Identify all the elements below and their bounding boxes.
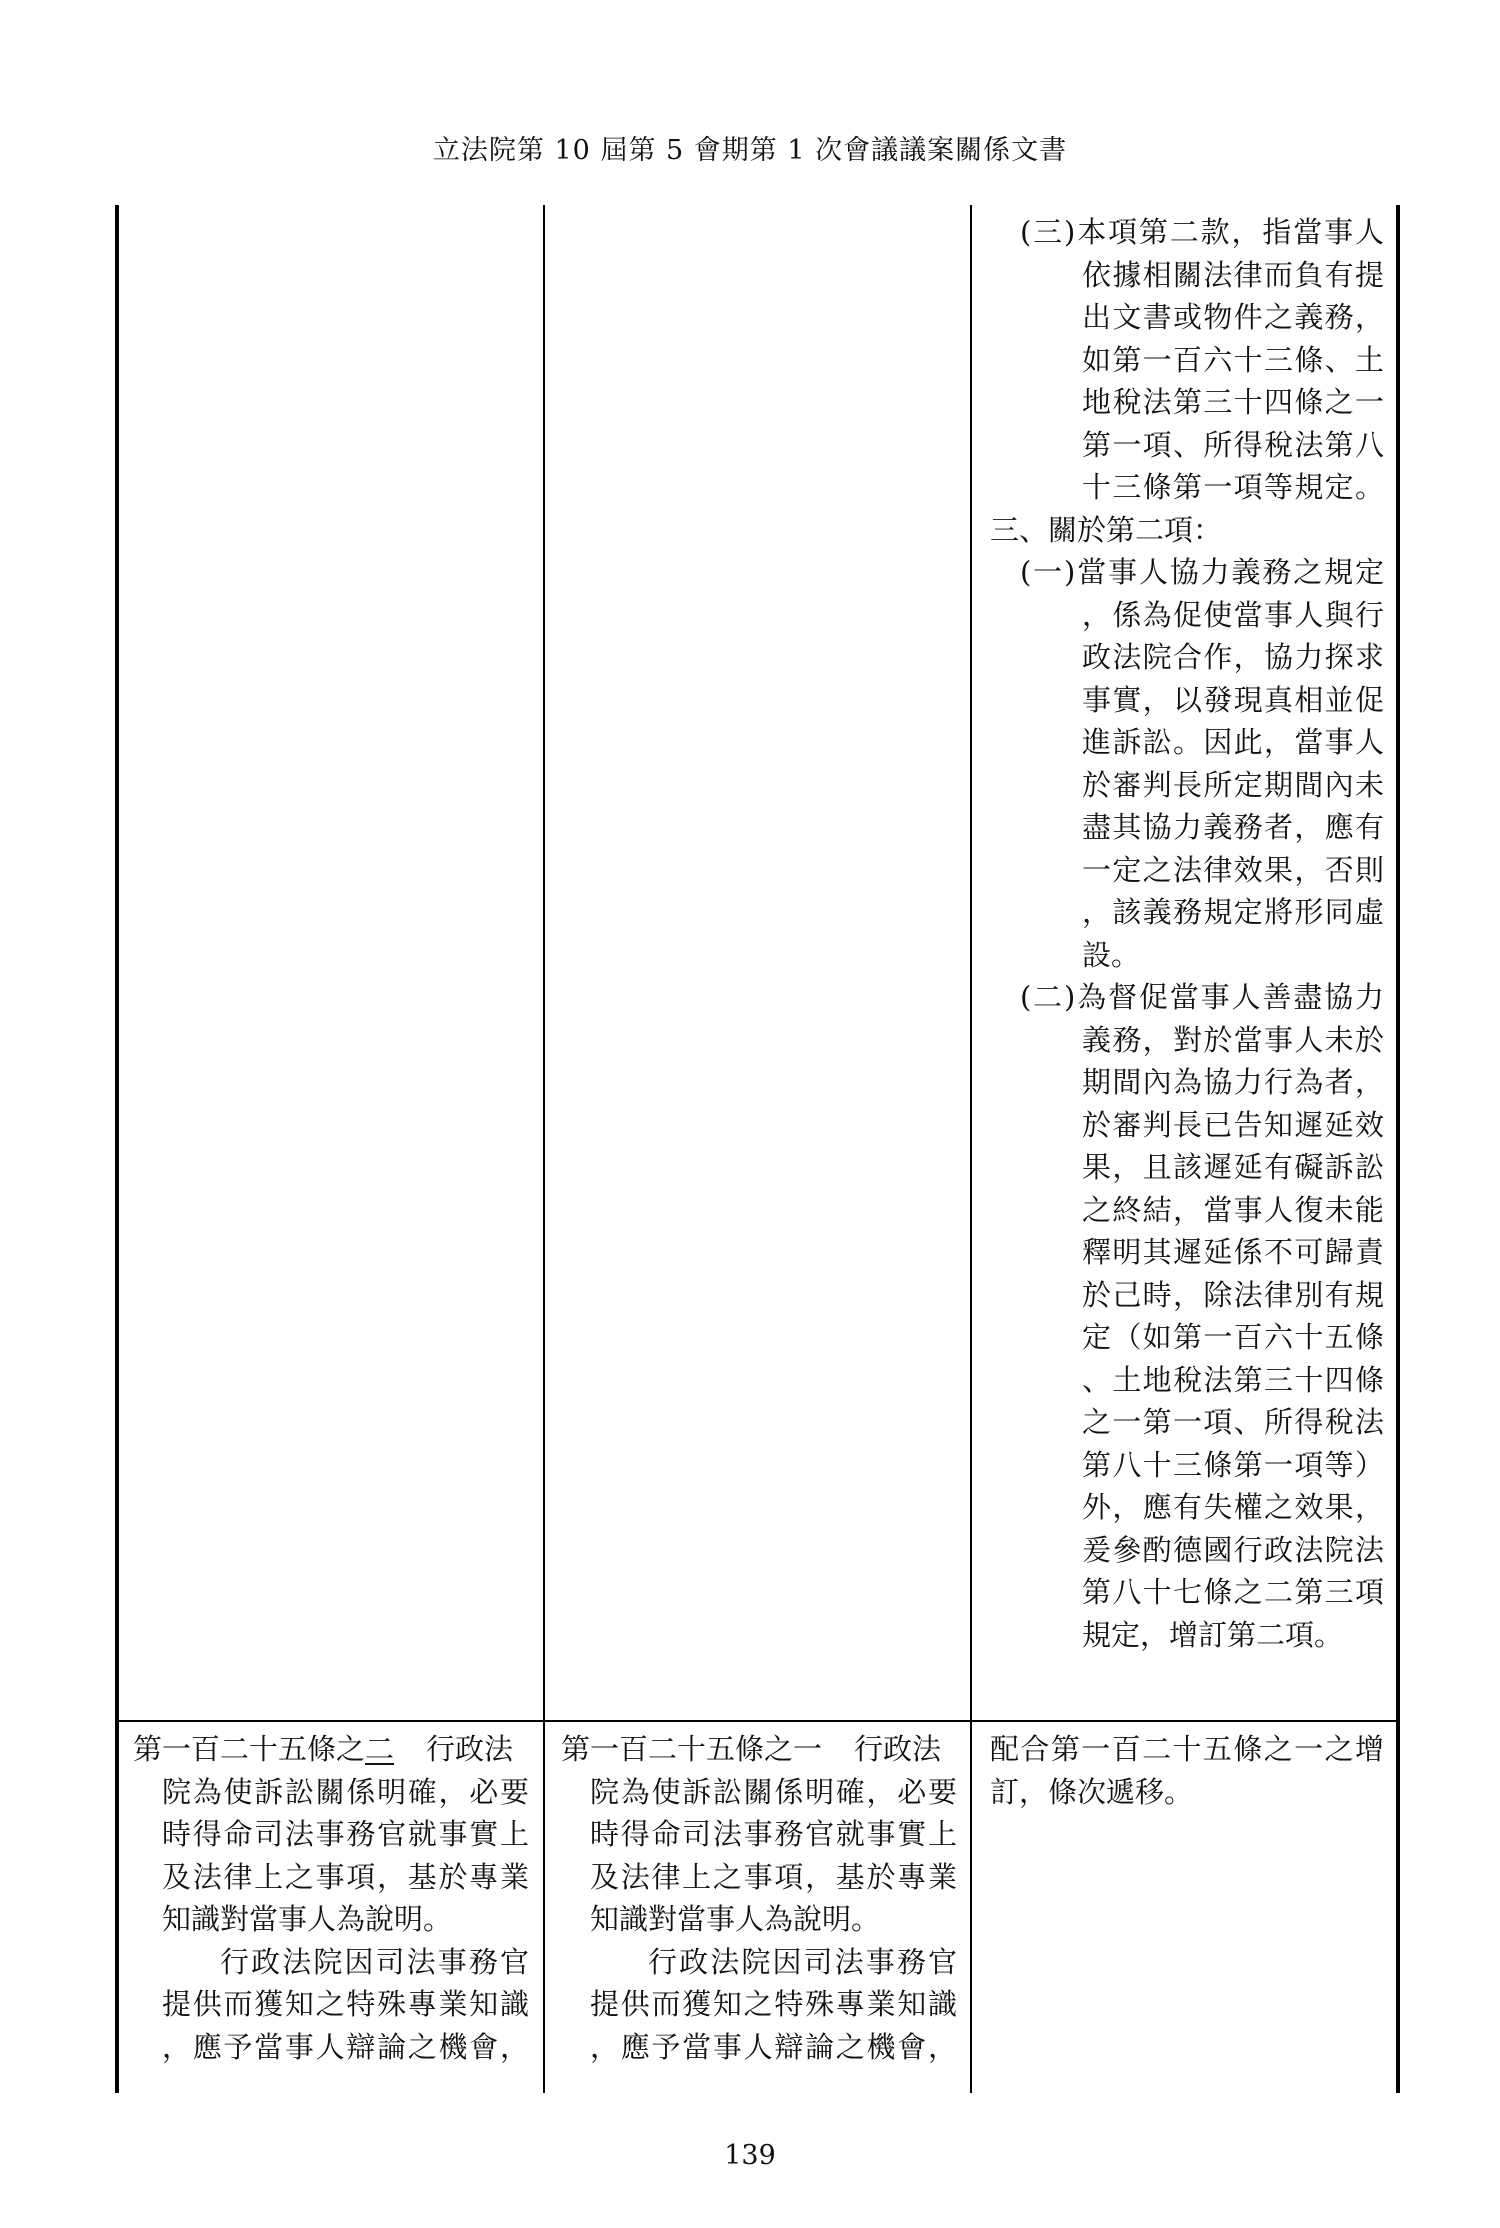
- article-line: ，應予當事人辯論之機會，: [162, 2029, 529, 2064]
- article-prefix: 第一百二十五條之一: [561, 1732, 823, 1766]
- article-heading: [561, 1728, 957, 1771]
- explanation-line: 義務，對於當事人未於: [1082, 1022, 1384, 1057]
- explanation-line: 第一項、所得稅法第八: [1082, 427, 1384, 462]
- table-column-divider-1: [543, 205, 545, 2093]
- article-line: 及法律上之事項，基於專業: [590, 1859, 957, 1894]
- explanation-line: ，係為促使當事人與行: [1082, 597, 1384, 632]
- explanation-line: 於己時，除法律別有規: [1082, 1277, 1384, 1312]
- article-heading: [133, 1728, 529, 1771]
- article-line: 知識對當事人為說明。: [162, 1902, 453, 1936]
- explanation-line: 果，且該遲延有礙訴訟: [1082, 1150, 1384, 1184]
- article-line: 提供而獲知之特殊專業知識: [590, 1987, 957, 2021]
- explanation-line: 於審判長已告知遲延效: [1082, 1107, 1384, 1142]
- article-line: 院為使訴訟關係明確，必要: [590, 1774, 957, 1809]
- explanation-line: 規定，增訂第二項。: [1082, 1617, 1344, 1652]
- explanation-line: 配合第一百二十五條之一之增: [990, 1732, 1384, 1766]
- explanation-line: 定（如第一百六十五條: [1082, 1320, 1384, 1354]
- article-line: 提供而獲知之特殊專業知識: [162, 1987, 529, 2021]
- explanation-line: 爰參酌德國行政法院法: [1082, 1532, 1384, 1567]
- explanation-line: 釋明其遲延係不可歸責: [1082, 1235, 1384, 1269]
- explanation-line: 訂，條次遞移。: [990, 1774, 1194, 1809]
- explanation-line: 事實，以發現真相並促: [1082, 682, 1384, 717]
- table-right-border: [1396, 205, 1400, 2093]
- explanation-line: 設。: [1082, 937, 1141, 972]
- explanation-line: 如第一百六十三條、土: [1082, 342, 1384, 377]
- explanation-line: 一定之法律效果，否則: [1082, 852, 1384, 887]
- article-line: 院為使訴訟關係明確，必要: [162, 1774, 529, 1809]
- bottom-explanation-cell: [990, 1728, 1384, 1848]
- explanation-line: ，該義務規定將形同虛: [1082, 895, 1384, 929]
- article-line: 及法律上之事項，基於專業: [162, 1859, 529, 1894]
- table-row-divider: [115, 1720, 1400, 1722]
- explanation-line: 地稅法第三十四條之一: [1082, 385, 1384, 419]
- page-number: 139: [724, 2140, 776, 2171]
- top-explanation-cell: [990, 211, 1384, 1711]
- explanation-line: 進訴訟。因此，當事人: [1082, 725, 1384, 759]
- explanation-line: 之終結，當事人復未能: [1082, 1192, 1384, 1227]
- explanation-line: (三)本項第二款，指當事人: [1020, 215, 1384, 249]
- article-heading-rest: 行政法: [854, 1732, 942, 1766]
- explanation-line: (一)當事人協力義務之規定: [1020, 555, 1384, 589]
- article-number-underlined: 二: [365, 1732, 395, 1766]
- explanation-line: 外，應有失權之效果，: [1082, 1490, 1384, 1524]
- explanation-line: (二)為督促當事人善盡協力: [1020, 980, 1384, 1014]
- section-heading: 三、關於第二項：: [990, 512, 1223, 547]
- explanation-line: 、土地稅法第三十四條: [1082, 1362, 1384, 1397]
- article-line: 知識對當事人為說明。: [590, 1902, 881, 1936]
- article-heading-rest: 行政法: [426, 1732, 514, 1766]
- current-article-cell: [561, 1728, 957, 2088]
- article-line: ，應予當事人辯論之機會，: [590, 2029, 957, 2064]
- amended-article-cell: [133, 1728, 529, 2088]
- table-left-border: [115, 205, 119, 2093]
- explanation-line: 第八十三條第一項等）: [1082, 1447, 1384, 1482]
- article-line: 時得命司法事務官就事實上: [162, 1817, 529, 1851]
- explanation-line: 依據相關法律而負有提: [1082, 257, 1384, 292]
- explanation-line: 十三條第一項等規定。: [1082, 470, 1384, 504]
- article-line: 行政法院因司法事務官: [220, 1944, 529, 1979]
- explanation-line: 出文書或物件之義務，: [1082, 300, 1384, 334]
- explanation-line: 期間內為協力行為者，: [1082, 1065, 1384, 1099]
- explanation-line: 盡其協力義務者，應有: [1082, 810, 1384, 844]
- article-line: 行政法院因司法事務官: [648, 1944, 957, 1979]
- article-prefix: 第一百二十五條之: [133, 1732, 366, 1766]
- article-line: 時得命司法事務官就事實上: [590, 1817, 957, 1851]
- explanation-line: 之一第一項、所得稅法: [1082, 1405, 1384, 1439]
- explanation-line: 政法院合作，協力探求: [1082, 640, 1384, 674]
- table-column-divider-2: [970, 205, 972, 2093]
- document-header: 立法院第 10 屆第 5 會期第 1 次會議議案關係文書: [432, 135, 1068, 166]
- explanation-line: 於審判長所定期間內未: [1082, 767, 1384, 802]
- explanation-line: 第八十七條之二第三項: [1082, 1575, 1384, 1609]
